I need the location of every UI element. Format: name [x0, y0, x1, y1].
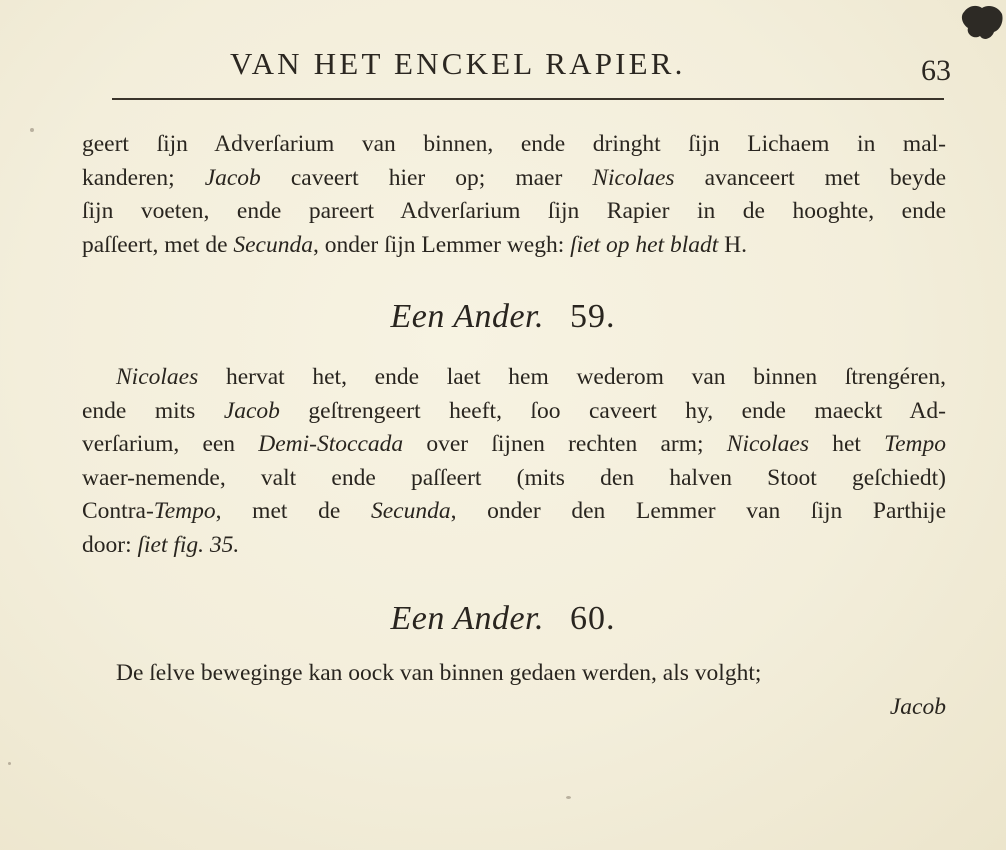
corner-ink-blot [958, 2, 1004, 44]
text-run: Contra- [82, 498, 154, 524]
text-run: hervat het, ende laet hem wederom van binnen ſtrengéren, [198, 364, 946, 390]
text-run: over ſijnen rechten arm; [403, 431, 727, 457]
heading-number: 59. [570, 298, 616, 335]
section-heading-60 [0, 600, 1006, 638]
italic-text: ſiet op het bladt [570, 231, 719, 258]
paper-speck [30, 128, 34, 132]
text-run: avanceert met beyde [674, 164, 947, 191]
text-line [82, 495, 946, 529]
text-run: ſijn voeten, ende pareert Adverſarium ſijn Rapier in de hooghte, ende [82, 198, 946, 224]
text-line [82, 395, 946, 429]
text-line [82, 462, 946, 496]
catchword: Jacob [889, 693, 946, 720]
text-run: De ſelve beweginge kan oock van binnen gedaen werden, als volght; [116, 660, 762, 686]
text-run: kanderen; [82, 164, 205, 191]
italic-text: Nicolaes [116, 364, 199, 390]
text-line [82, 162, 946, 196]
text-run: het [809, 431, 885, 457]
italic-text: Secunda [370, 498, 451, 524]
italic-text: Nicolaes [726, 431, 810, 457]
text-line [82, 229, 946, 263]
italic-text: Tempo [884, 431, 946, 457]
text-run: caveert hier op; maer [260, 164, 593, 191]
heading-number: 60. [570, 600, 616, 637]
text-run: geſtrengeert heeft, ſoo caveert hy, ende maeckt Ad- [279, 397, 947, 424]
text-line [82, 529, 946, 563]
page-number: 63 [921, 54, 951, 87]
text-line [82, 195, 946, 229]
text-line [82, 128, 946, 162]
running-title: VAN HET ENCKEL RAPIER. [230, 46, 686, 81]
page-header [0, 46, 1006, 86]
section-heading-59 [0, 298, 1006, 336]
paragraph-1 [82, 128, 946, 262]
heading-title: Een Ander. [390, 298, 545, 335]
text-line [82, 657, 946, 691]
text-run: door: [82, 531, 138, 558]
text-run: waer-nemende, valt ende paſſeert (mits den halven Stoot geſchiedt) [82, 464, 946, 491]
text-run: verſarium, een [82, 431, 259, 457]
italic-text: Jacob [204, 164, 261, 191]
italic-text: Nicolaes [592, 164, 675, 191]
text-run: paſſeert, met de [82, 231, 234, 258]
text-line [82, 428, 946, 462]
text-run: , met de [215, 498, 371, 524]
italic-text: ſiet fig. 35. [137, 531, 240, 558]
italic-text: Tempo [153, 498, 216, 524]
italic-text: Secunda [233, 231, 313, 258]
text-run: , onder ſijn Lemmer wegh: [313, 231, 571, 258]
heading-title: Een Ander. [390, 600, 545, 637]
text-run: H. [718, 231, 748, 258]
paper-speck [8, 762, 11, 765]
paragraph-2 [82, 361, 946, 562]
paper-speck [566, 796, 571, 799]
paragraph-3 [82, 657, 946, 724]
italic-text: Jacob [223, 397, 280, 424]
text-run: geert ſijn Adverſarium van binnen, ende dringht ſijn Lichaem in mal- [82, 131, 946, 157]
italic-text: Demi-Stoccada [258, 431, 404, 457]
header-rule [112, 98, 944, 100]
text-run: , onder den Lemmer van ſijn Parthije [450, 498, 946, 524]
text-line [82, 361, 946, 395]
text-run: ende mits [82, 397, 224, 424]
